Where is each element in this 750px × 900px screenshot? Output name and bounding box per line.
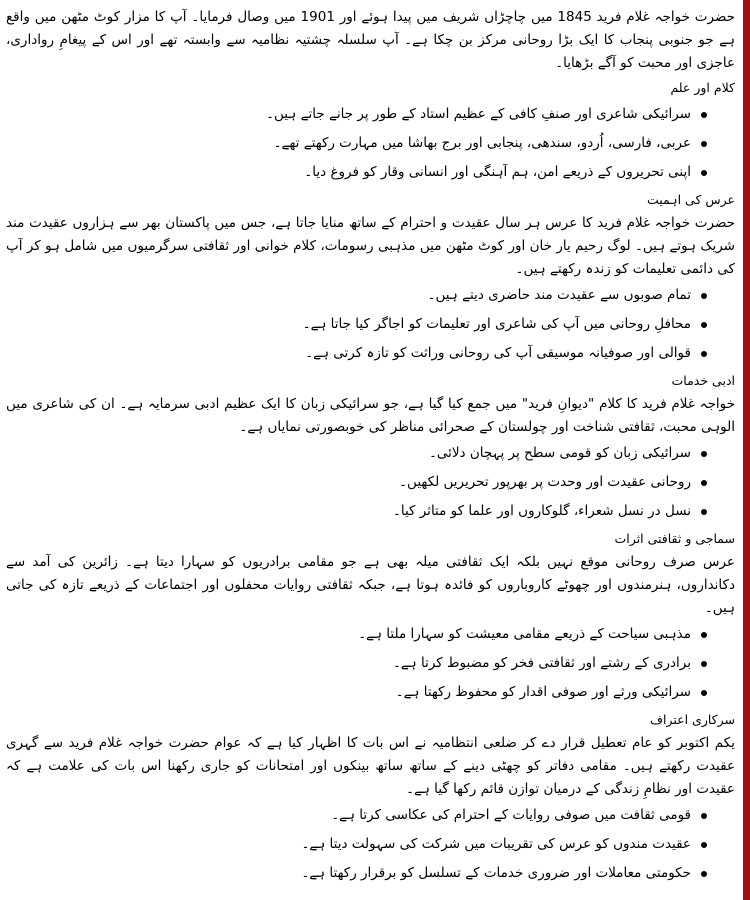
list-item: سرائیکی زبان کو قومی سطح پر پہچان دلائی۔ <box>6 439 691 468</box>
list-item: سرائیکی شاعری اور صنفِ کافی کے عظیم استاد کے طور پر جانے جاتے ہیں۔ <box>6 100 691 129</box>
social-paragraph: عرس صرف روحانی موقع نہیں بلکہ ایک ثقافتی میلہ بھی ہے جو مقامی برادریوں کو سہارا دیتا ہے۔ زائرین کی آمد سے دکانداروں، ہنرمندوں اور چھوٹے کاروباروں کو فائدہ ہوتا ہے، جبکہ ثقافتی روایات محفلوں اور اجتماعات کے ذریعے تازہ کی جاتی ہیں۔ <box>6 554 735 616</box>
list-item: حکومتی معاملات اور ضروری خدمات کے تسلسل کو برقرار رکھتا ہے۔ <box>6 859 691 888</box>
list-item: عربی، فارسی، اُردو، سندھی، پنجابی اور برج بھاشا میں مہارت رکھتے تھے۔ <box>6 129 691 158</box>
section-heading-social: سماجی و ثقافتی اثرات <box>614 531 735 546</box>
section-heading-urs: عرس کی اہمیت <box>646 192 735 207</box>
section-heading-kalam: کلام اور علم <box>670 80 735 95</box>
list-item: عقیدت مندوں کو عرس کی تقریبات میں شرکت کی سہولت دیتا ہے۔ <box>6 830 691 859</box>
literary-paragraph: خواجہ غلام فرید کا کلام "دیوانِ فرید" میں جمع کیا گیا ہے، جو سرائیکی زبان کا ایک عظیم ادبی سرمایہ ہے۔ ان کی شاعری میں الوہی محبت، ثقافتی شناخت اور چولستان کے صحرائی مناظر کی خوبصورتی نمایاں ہے۔ <box>6 396 735 435</box>
list-item: روحانی عقیدت اور وحدت پر بھرپور تحریریں لکھیں۔ <box>6 468 691 497</box>
social-bullet-list <box>6 620 735 707</box>
list-item: سرائیکی ورثے اور صوفی اقدار کو محفوظ رکھتا ہے۔ <box>6 678 691 707</box>
list-item: برادری کے رشتے اور ثقافتی فخر کو مضبوط کرتا ہے۔ <box>6 649 691 678</box>
list-item: نسل در نسل شعراء، گلوکاروں اور علما کو متاثر کیا۔ <box>6 497 691 526</box>
kalam-bullet-list <box>6 100 735 187</box>
urs-paragraph: حضرت خواجہ غلام فرید کا عرس ہر سال عقیدت و احترام کے ساتھ منایا جاتا ہے، جس میں پاکستان بھر سے ہزاروں عقیدت مند شریک ہوتے ہیں۔ لوگ رحیم یار خان اور کوٹ مٹھن میں مذہبی رسومات، کلام خوانی اور ثقافتی سرگرمیوں میں شامل ہو کر آپ کی دائمی تعلیمات کو زندہ رکھتے ہیں۔ <box>6 215 735 277</box>
list-item: مذہبی سیاحت کے ذریعے مقامی معیشت کو سہارا ملتا ہے۔ <box>6 620 691 649</box>
section-heading-official: سرکاری اعتراف <box>650 712 735 727</box>
official-bullet-list <box>6 801 735 888</box>
list-item: قومی ثقافت میں صوفی روایات کے احترام کی عکاسی کرتا ہے۔ <box>6 801 691 830</box>
list-item: اپنی تحریروں کے ذریعے امن، ہم آہنگی اور انسانی وقار کو فروغ دیا۔ <box>6 158 691 187</box>
list-item: قوالی اور صوفیانہ موسیقی آپ کی روحانی وراثت کو تازہ کرتی ہے۔ <box>6 339 691 368</box>
official-paragraph: یکم اکتوبر کو عام تعطیل قرار دے کر ضلعی انتظامیہ نے اس بات کا اظہار کیا ہے کہ عوام حضرت خواجہ غلام فرید سے گہری عقیدت رکھتے ہیں۔ مقامی دفاتر کو چھٹی دینے کے ساتھ ساتھ بینکوں اور امتحانات کو جاری رکھنا اس بات کی علامت ہے کہ عقیدت اور نظامِ زندگی کے درمیان توازن قائم رکھا گیا ہے۔ <box>6 735 735 797</box>
list-item: محافلِ روحانی میں آپ کی شاعری اور تعلیمات کو اجاگر کیا جاتا ہے۔ <box>6 310 691 339</box>
section-heading-literary: ادبی خدمات <box>671 373 735 388</box>
intro-paragraph: حضرت خواجہ غلام فرید 1845 میں چاچڑاں شریف میں پیدا ہوئے اور 1901 میں وصال فرمایا۔ آپ کا مزار کوٹ مٹھن میں واقع ہے جو جنوبی پنجاب کا ایک بڑا روحانی مرکز بن چکا ہے۔ آپ سلسلہ چشتیہ نظامیہ سے وابستہ تھے اور اس کے پیغامِ رواداری، عاجزی اور محبت کو آگے بڑھایا۔ <box>6 9 736 71</box>
literary-bullet-list <box>6 439 735 526</box>
urs-bullet-list <box>6 281 735 368</box>
list-item: تمام صوبوں سے عقیدت مند حاضری دیتے ہیں۔ <box>6 281 691 310</box>
